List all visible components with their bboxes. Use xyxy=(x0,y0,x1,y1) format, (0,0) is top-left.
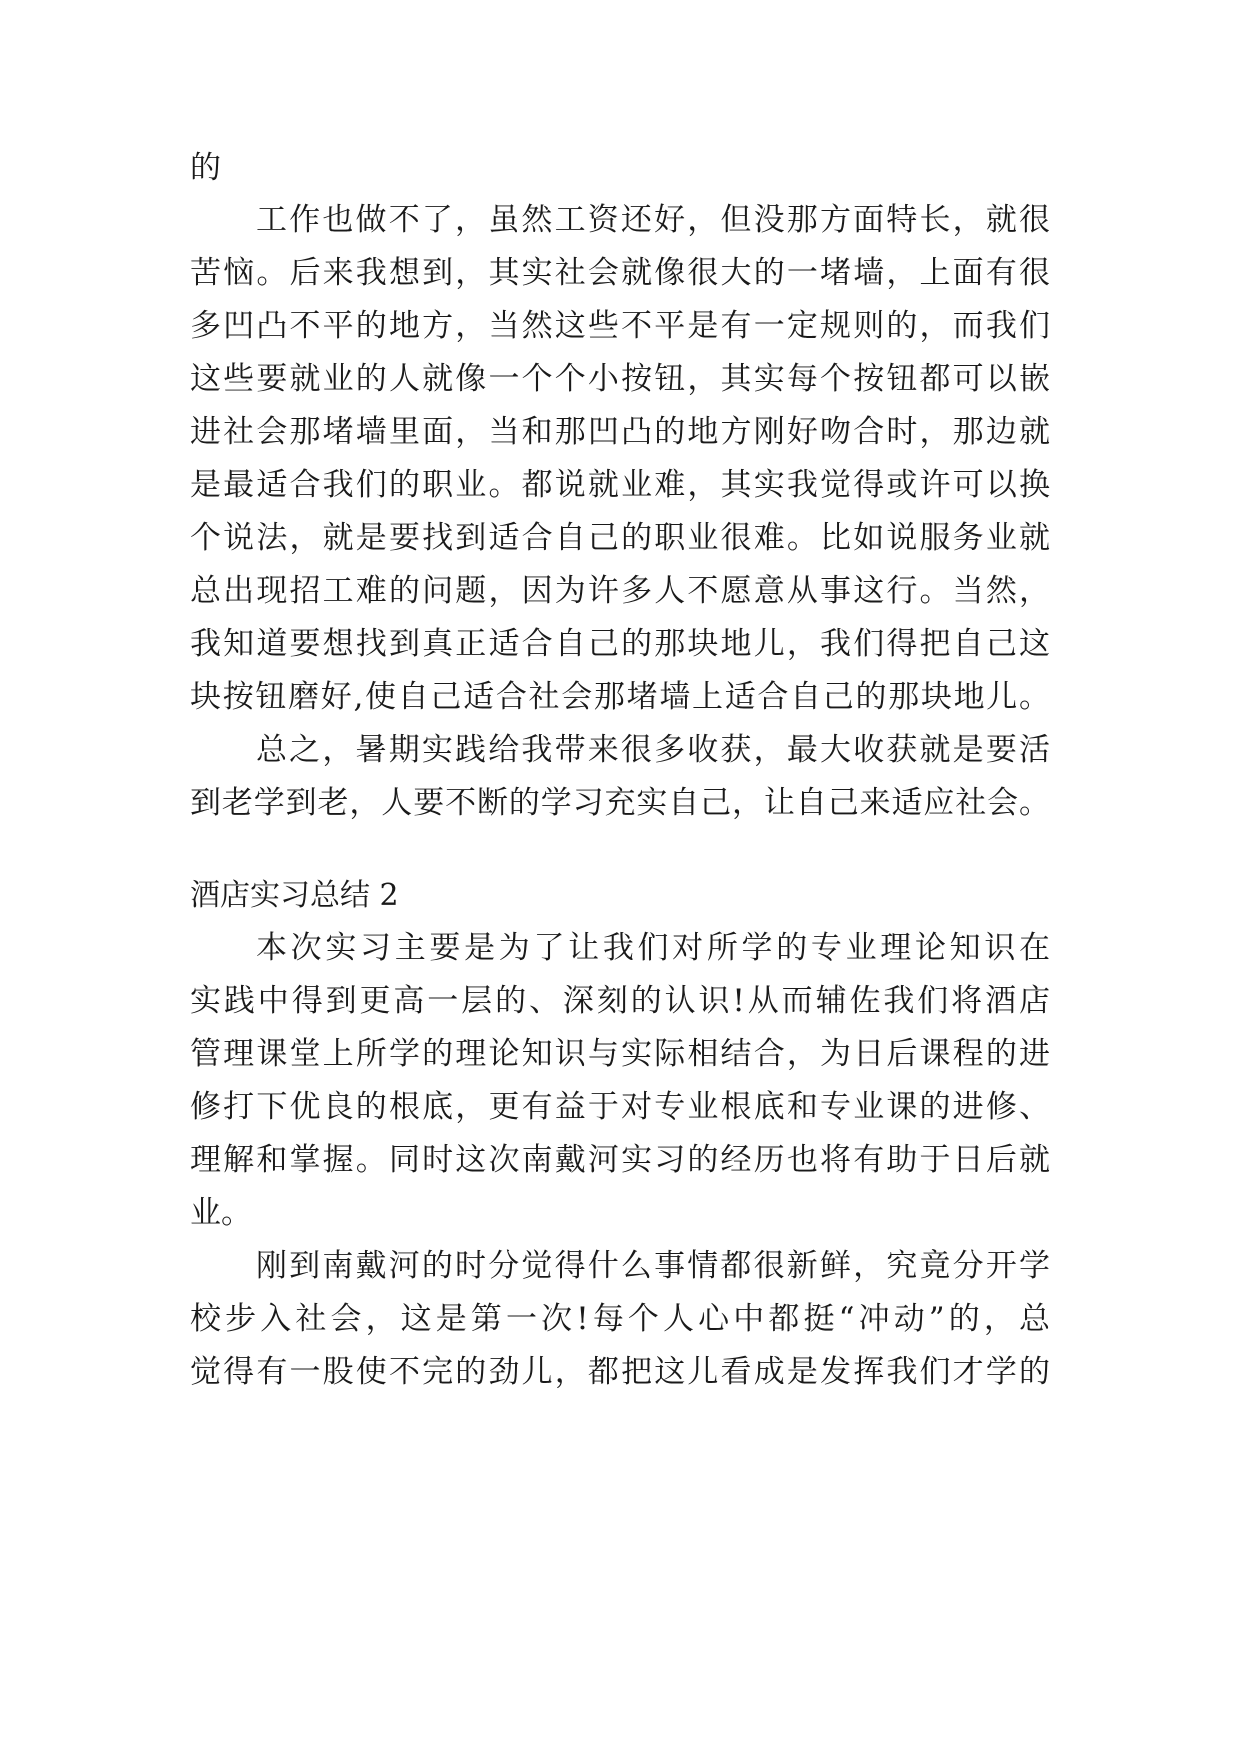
text-line: 实践中得到更高一层的、深刻的认识!从而辅佐我们将酒店 xyxy=(190,983,1050,1019)
text-line: 业。 xyxy=(190,1195,252,1231)
paragraph-first-line: 总之，暑期实践给我带来很多收获，最大收获就是要活 xyxy=(256,732,1050,768)
text-line: 进社会那堵墙里面，当和那凹凸的地方刚好吻合时，那边就 xyxy=(190,414,1050,450)
text-line: 觉得有一股使不完的劲儿，都把这儿看成是发挥我们才学的 xyxy=(190,1354,1050,1390)
text-line: 苦恼。后来我想到，其实社会就像很大的一堵墙，上面有很 xyxy=(190,255,1050,291)
text-line: 总出现招工难的问题，因为许多人不愿意从事这行。当然， xyxy=(190,573,1050,609)
text-line: 校步入社会，这是第一次!每个人心中都挺“冲动”的，总 xyxy=(190,1301,1050,1337)
text-line: 是最适合我们的职业。都说就业难，其实我觉得或许可以换 xyxy=(190,467,1050,503)
text-line: 个说法，就是要找到适合自己的职业很难。比如说服务业就 xyxy=(190,520,1050,556)
paragraph-first-line: 工作也做不了，虽然工资还好，但没那方面特长，就很 xyxy=(256,202,1050,238)
section-title: 酒店实习总结 2 xyxy=(190,878,399,913)
text-line: 多凹凸不平的地方，当然这些不平是有一定规则的，而我们 xyxy=(190,308,1050,344)
paragraph-first-line: 刚到南戴河的时分觉得什么事情都很新鲜，究竟分开学 xyxy=(256,1248,1050,1284)
text-line: 修打下优良的根底，更有益于对专业根底和专业课的进修、 xyxy=(190,1089,1050,1125)
text-line: 这些要就业的人就像一个个小按钮，其实每个按钮都可以嵌 xyxy=(190,361,1050,397)
paragraph-first-line: 本次实习主要是为了让我们对所学的专业理论知识在 xyxy=(256,930,1050,966)
text-line: 理解和掌握。同时这次南戴河实习的经历也将有助于日后就 xyxy=(190,1142,1050,1178)
text-line: 到老学到老，人要不断的学习充实自己，让自己来适应社会。 xyxy=(190,785,1050,821)
text-line: 我知道要想找到真正适合自己的那块地儿，我们得把自己这 xyxy=(190,626,1050,662)
text-line: 管理课堂上所学的理论知识与实际相结合，为日后课程的进 xyxy=(190,1036,1050,1072)
text-line: 块按钮磨好,使自己适合社会那堵墙上适合自己的那块地儿。 xyxy=(190,679,1050,715)
text-line: 的 xyxy=(190,150,221,186)
